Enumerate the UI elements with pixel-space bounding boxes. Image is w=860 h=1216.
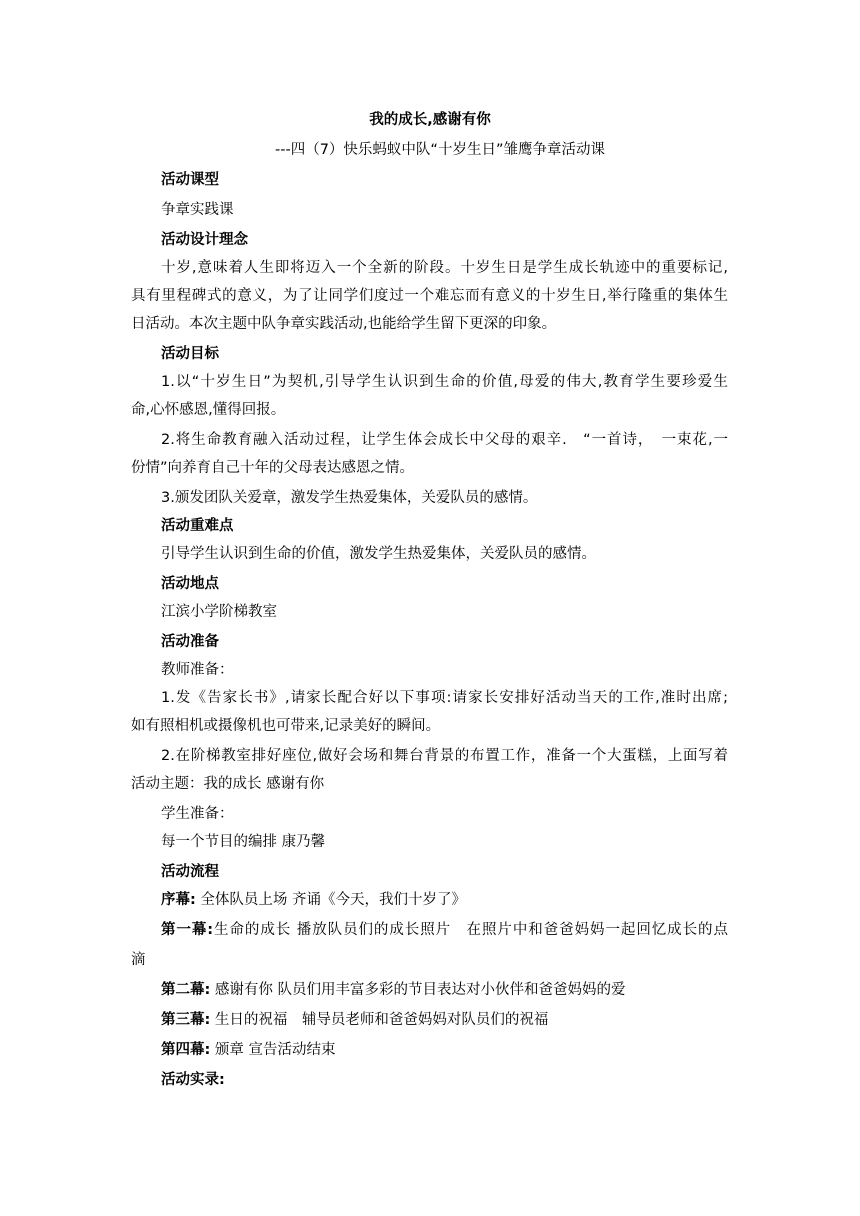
- section-heading-record: 活动实录:: [161, 1072, 225, 1088]
- goal-line: 2.将生命教育融入活动过程，让学生体会成长中父母的艰辛. “一首诗， 一束花,一: [161, 432, 728, 448]
- prep-line: 如有照相机或摄像机也可带来,记录美好的瞬间。: [131, 718, 441, 734]
- act-label: 第三幕:: [161, 1012, 211, 1028]
- section-heading-keypoints: 活动重难点: [161, 518, 234, 534]
- act-two: [161, 980, 626, 1000]
- act-label: 第一幕:: [161, 922, 214, 938]
- prep-line: 2.在阶梯教室排好座位,做好会场和舞台背景的布置工作，准备一个大蛋糕，上面写着: [161, 748, 728, 764]
- prep-line: 活动主题：我的成长 感谢有你: [131, 776, 325, 792]
- section-heading-goals: 活动目标: [161, 346, 219, 362]
- student-prep-label: 学生准备：: [161, 806, 234, 822]
- act-three: [161, 1010, 548, 1030]
- act-one-continued: 滴: [131, 952, 146, 968]
- section-heading-preparation: 活动准备: [161, 634, 219, 650]
- section-heading-concept: 活动设计理念: [161, 232, 248, 248]
- act-text: 生命的成长 播放队员们的成长照片 在照片中和爸爸妈妈一起回忆成长的点: [213, 922, 728, 938]
- act-text: 生日的祝福 辅导员老师和爸爸妈妈对队员们的祝福: [210, 1012, 549, 1028]
- goal-line: 份情”向养育自己十年的父母表达感恩之情。: [131, 460, 415, 476]
- act-text: 颁章 宣告活动结束: [210, 1042, 336, 1058]
- paragraph-line: 日活动。本次主题中队争章实践活动,也能给学生留下更深的印象。: [131, 316, 557, 332]
- paragraph-line: 十岁,意味着人生即将迈入一个全新的阶段。十岁生日是学生成长轨迹中的重要标记,: [161, 260, 728, 276]
- goal-line: 3.颁发团队关爱章，激发学生热爱集体，关爱队员的感情。: [161, 490, 538, 506]
- section-body-type: 争章实践课: [161, 202, 234, 218]
- paragraph-line: 具有里程碑式的意义，为了让同学们度过一个难忘而有意义的十岁生日,举行隆重的集体生: [131, 288, 728, 304]
- section-heading-process: 活动流程: [161, 864, 219, 880]
- goal-line: 1.以“十岁生日”为契机,引导学生认识到生命的价值,母爱的伟大,教育学生要珍爱生: [161, 374, 728, 390]
- act-prologue: [161, 890, 466, 910]
- section-body-keypoints: 引导学生认识到生命的价值，激发学生热爱集体，关爱队员的感情。: [161, 546, 596, 562]
- act-label: 第四幕:: [161, 1042, 211, 1058]
- act-text: 感谢有你 队员们用丰富多彩的节目表达对小伙伴和爸爸妈妈的爱: [210, 982, 626, 998]
- teacher-prep-label: 教师准备：: [161, 662, 234, 678]
- act-one: [161, 920, 728, 940]
- section-heading-location: 活动地点: [161, 576, 219, 592]
- section-heading-type: 活动课型: [161, 172, 219, 188]
- goal-line: 命,心怀感恩,懂得回报。: [131, 402, 286, 418]
- document-title: 我的成长,感谢有你: [369, 112, 491, 128]
- student-prep-body: 每一个节目的编排 康乃馨: [161, 834, 326, 850]
- act-label: 第二幕:: [161, 982, 211, 998]
- section-body-location: 江滨小学阶梯教室: [161, 604, 277, 620]
- act-four: [161, 1040, 336, 1060]
- document-subtitle: ---四（7）快乐蚂蚁中队“十岁生日”雏鹰争章活动课: [275, 142, 605, 158]
- prep-line: 1.发《告家长书》,请家长配合好以下事项:请家长安排好活动当天的工作,准时出席;: [161, 690, 728, 706]
- act-text: 全体队员上场 齐诵《今天，我们十岁了》: [195, 892, 467, 908]
- act-label: 序幕:: [161, 892, 196, 908]
